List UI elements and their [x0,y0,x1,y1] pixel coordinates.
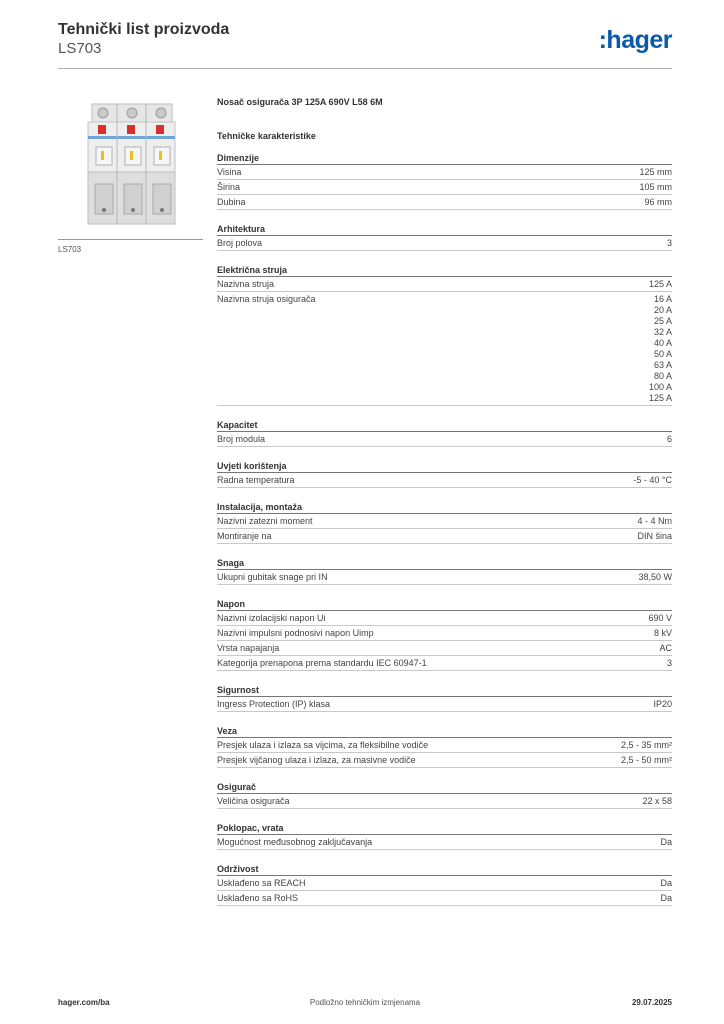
spec-values [644,197,672,208]
spec-values [649,294,672,404]
spec-label: Presjek ulaza i izlaza sa vijcima, za fleksibilne vodiče [217,740,429,750]
spec-label: Mogućnost međusobnog zaključavanja [217,837,373,847]
spec-value: 105 mm [639,182,672,192]
spec-values [659,643,672,654]
spec-section [217,557,672,585]
spec-value: 8 kV [653,628,672,638]
spec-label: Montiranje na [217,531,272,541]
document-title: Tehnički list proizvoda [58,21,230,38]
spec-value: 6 [666,434,672,444]
spec-label: Kategorija prenapona prema standardu IEC 60947-1 [217,658,427,668]
hager-logo: :hager [598,26,672,54]
spec-value: Da [660,893,672,903]
section-title: Električna struja [217,264,672,277]
spec-row [217,195,672,210]
footer-date: 29.07.2025 [631,998,672,1007]
spec-values [621,740,672,751]
spec-value: 2,5 - 50 mm² [620,755,672,765]
spec-row [217,738,672,753]
section-title: Arhitektura [217,223,672,236]
spec-values [639,167,672,178]
spec-section [217,419,672,447]
tech-characteristics-heading: Tehničke karakteristike [217,131,316,141]
footer-website[interactable]: hager.com/ba [58,998,110,1007]
spec-section [217,781,672,809]
spec-values [638,572,672,583]
spec-row [217,432,672,447]
spec-section [217,598,672,671]
spec-value: IP20 [653,699,672,709]
spec-value: -5 - 40 °C [633,475,672,485]
section-title: Veza [217,725,672,738]
spec-values [660,878,672,889]
spec-row [217,697,672,712]
spec-label: Vrsta napajanja [217,643,280,653]
spec-values [633,475,672,486]
spec-row [217,473,672,488]
section-title: Poklopac, vrata [217,822,672,835]
spec-section [217,501,672,544]
spec-row [217,641,672,656]
spec-value: 32 A [653,327,672,337]
spec-label: Veličina osigurača [217,796,290,806]
spec-label: Nazivni izolacijski napon Ui [217,613,326,623]
spec-values [660,837,672,848]
footer-note: Podložno tehničkim izmjenama [309,998,421,1007]
spec-label: Nazivni impulsni podnosivi napon Uimp [217,628,374,638]
spec-value: AC [659,643,672,653]
spec-values [639,182,672,193]
spec-section [217,822,672,850]
spec-row [217,277,672,292]
spec-row [217,236,672,251]
spec-value: 100 A [648,382,672,392]
spec-section [217,460,672,488]
spec-values [621,755,672,766]
spec-label: Visina [217,167,242,177]
spec-value: 3 [666,238,672,248]
spec-label: Usklađeno sa REACH [217,878,306,888]
fuse-holder-illustration [58,92,203,238]
spec-label: Ingress Protection (IP) klasa [217,699,331,709]
spec-row [217,292,672,406]
spec-value: 25 A [653,316,672,326]
section-title: Instalacija, montaža [217,501,672,514]
spec-row [217,626,672,641]
spec-row [217,611,672,626]
spec-values [667,434,672,445]
spec-value: 3 [666,658,672,668]
spec-values [667,658,672,669]
spec-value: 80 A [653,371,672,381]
spec-value: Da [660,837,672,847]
spec-value: 16 A [653,294,672,304]
spec-values [648,613,672,624]
spec-row [217,180,672,195]
spec-label: Nazivna struja osigurača [217,294,316,304]
spec-value: 125 A [648,393,672,403]
spec-label: Broj polova [217,238,263,248]
image-caption: LS703 [58,245,82,254]
spec-row [217,514,672,529]
spec-row [217,570,672,585]
spec-value: 38,50 W [638,572,672,582]
spec-sections [217,152,672,906]
spec-label: Ukupni gubitak snage pri IN [217,572,328,582]
spec-row [217,876,672,891]
section-title: Snaga [217,557,672,570]
spec-row [217,529,672,544]
spec-label: Nazivna struja [217,279,275,289]
spec-value: 63 A [653,360,672,370]
section-title: Uvjeti korištenja [217,460,672,473]
spec-values [660,893,672,904]
spec-row [217,891,672,906]
spec-label: Presjek vijčanog ulaza i izlaza, za masivne vodiče [217,755,416,765]
spec-label: Širina [217,182,241,192]
spec-values [642,796,672,807]
product-image [58,92,203,240]
spec-label: Usklađeno sa RoHS [217,893,299,903]
spec-values [667,238,672,249]
spec-value: 125 A [648,279,672,289]
spec-label: Dubina [217,197,246,207]
spec-values [649,279,672,290]
spec-section [217,863,672,906]
spec-section [217,725,672,768]
spec-value: Da [660,878,672,888]
section-title: Dimenzije [217,152,672,165]
spec-content [217,96,672,906]
product-name: Nosač osigurača 3P 125A 690V L58 6M [217,97,383,107]
spec-value: 96 mm [644,197,672,207]
spec-row [217,656,672,671]
section-title: Održivost [217,863,672,876]
spec-label: Radna temperatura [217,475,295,485]
spec-value: 2,5 - 35 mm² [620,740,672,750]
spec-value: DIN šina [637,531,672,541]
spec-section [217,223,672,251]
spec-label: Nazivni zatezni moment [217,516,313,526]
spec-value: 4 - 4 Nm [637,516,672,526]
spec-section [217,152,672,210]
spec-row [217,794,672,809]
spec-row [217,165,672,180]
spec-row [217,835,672,850]
spec-value: 40 A [653,338,672,348]
spec-value: 125 mm [639,167,672,177]
spec-section [217,264,672,406]
product-code: LS703 [58,40,102,57]
section-title: Kapacitet [217,419,672,432]
header-divider [58,68,672,69]
spec-label: Broj modula [217,434,266,444]
section-title: Napon [217,598,672,611]
spec-row [217,753,672,768]
spec-value: 690 V [648,613,672,623]
spec-value: 20 A [653,305,672,315]
spec-values [637,516,672,527]
spec-section [217,684,672,712]
spec-values [654,628,672,639]
page-header [58,20,672,70]
spec-value: 22 x 58 [642,796,672,806]
spec-value: 50 A [653,349,672,359]
spec-values [637,531,672,542]
section-title: Sigurnost [217,684,672,697]
spec-values [653,699,672,710]
section-title: Osigurač [217,781,672,794]
